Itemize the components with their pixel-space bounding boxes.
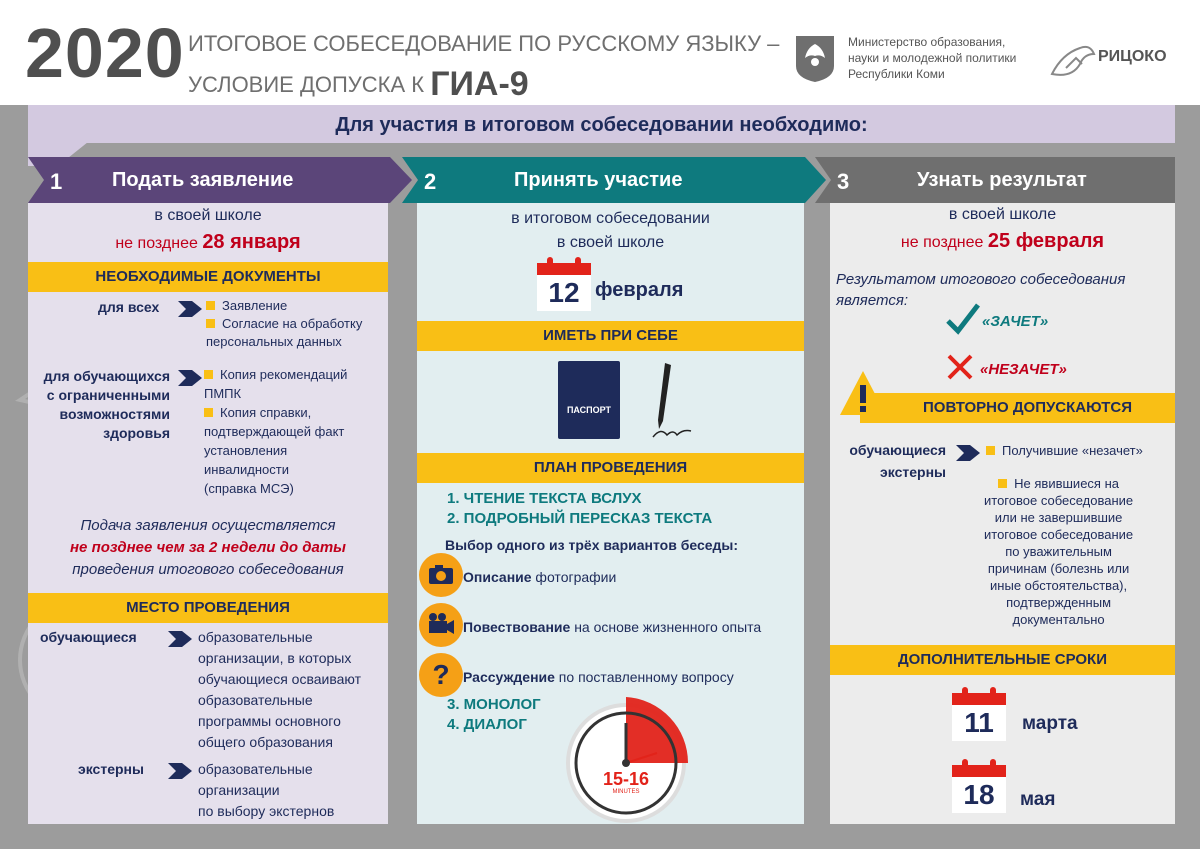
question-icon: ? [419, 653, 463, 697]
year: 2020 [25, 14, 185, 92]
title-line-2-prefix: УСЛОВИЕ ДОПУСКА К [188, 72, 425, 97]
chevron-right-icon [176, 301, 202, 317]
extra-date-2-month: мая [1020, 789, 1056, 810]
passport-icon [558, 361, 620, 439]
students-label: обучающиеся [40, 629, 137, 645]
step1-header [28, 157, 388, 203]
plan-list-a: 1. ЧТЕНИЕ ТЕКСТА ВСЛУХ 2. ПОДРОБНЫЙ ПЕРЕСКАЗ ТЕКСТА [447, 490, 713, 527]
for-all-label: для всех [98, 299, 160, 315]
calendar-icon [537, 257, 591, 311]
chevron-right-icon [176, 370, 202, 386]
step2-header [402, 157, 802, 203]
for-disabled-items: Копия рекомендаций ПМПК Копия справки, подтверждающей факт установления инвалидности (справка МСЭ) [204, 367, 348, 496]
retake-item-1: Получившие «незачет» [986, 443, 1143, 458]
result-text: Результатом итогового собеседования является: [836, 271, 1126, 309]
extra-date-1-month: марта [1022, 713, 1078, 734]
video-camera-icon [419, 603, 463, 647]
extra-date-1-number: 11 [964, 707, 994, 738]
chevron-right-icon [166, 631, 192, 647]
doc-item: Согласие на обработку [206, 315, 362, 333]
for-all-items [206, 297, 362, 351]
session-date-number: 12 [548, 277, 580, 308]
session-date-month: февраля [595, 279, 684, 301]
chevron-right-icon [166, 763, 192, 779]
banner [28, 105, 1175, 143]
step1-deadline: не позднее 28 января [115, 231, 301, 253]
step1-column [28, 203, 388, 824]
step3-column [830, 203, 1175, 824]
plan-list-b: 3. МОНОЛОГ 4. ДИАЛОГ [447, 696, 541, 733]
step3-where: в своей школе [948, 206, 1057, 223]
externs-place: образовательные организации по выбору экстернов [198, 761, 335, 819]
extra-date-2-number: 18 [963, 779, 995, 810]
chevron-right-icon [954, 445, 980, 461]
place-title: МЕСТО ПРОВЕДЕНИЯ [28, 593, 388, 623]
checkmark-icon [946, 303, 980, 335]
step1-where: в своей школе [154, 207, 262, 224]
ricoko-text: РИЦОКО [1098, 48, 1167, 65]
pen-icon [645, 359, 695, 443]
step1-title: Подать заявление [112, 169, 294, 191]
fail-result: «НЕЗАЧЕТ» [980, 361, 1067, 378]
extra-title: ДОПОЛНИТЕЛЬНЫЕ СРОКИ [830, 645, 1175, 675]
retake-who: обучающиеся экстерны [849, 442, 946, 480]
step2-number: 2 [424, 169, 437, 194]
students-place: образовательные организации, в которых обучающиеся осваивают образовательные программы основного общего образования [198, 629, 362, 750]
cross-icon [946, 353, 974, 381]
doc-item-cont: персональных данных [206, 334, 342, 349]
timer-icon [559, 689, 693, 823]
plan-title: ПЛАН ПРОВЕДЕНИЯ [417, 453, 804, 483]
retake-item-2: Не явившиеся на итоговое собеседование или не завершившие итоговое собеседование по уважительным причинам (болезнь или иные обстоятельства), подтвержденным документально [984, 476, 1134, 627]
timer-minutes: 15-16 [602, 769, 650, 789]
title-line-2 [188, 64, 529, 103]
docs-title: НЕОБХОДИМЫЕ ДОКУМЕНТЫ [28, 262, 388, 292]
title-line-1: ИТОГОВОЕ СОБЕСЕДОВАНИЕ ПО РУССКОМУ ЯЗЫКУ – [188, 31, 780, 56]
title-emphasis: ГИА-9 [430, 65, 529, 103]
option-reasoning: Рассуждение по поставленному вопросу [463, 669, 734, 685]
step2-where: в итоговом собеседовании в своей школе [511, 210, 710, 251]
ministry-emblem-icon [792, 32, 838, 84]
submission-note: Подача заявления осуществляется не позднее чем за 2 недели до даты проведения итогового собеседования [70, 517, 346, 578]
step2-title: Принять участие [514, 169, 683, 191]
step3-number: 3 [837, 169, 850, 194]
retake-title: ПОВТОРНО ДОПУСКАЮТСЯ [860, 393, 1175, 423]
banner-text: Для участия в итоговом собеседовании необходимо: [335, 114, 868, 136]
step1-number: 1 [50, 169, 63, 194]
header [0, 0, 1200, 105]
externs-label: экстерны [78, 761, 144, 777]
option-photo: Описание фотографии [463, 569, 617, 585]
calendar-icon [952, 687, 1006, 741]
bring-title: ИМЕТЬ ПРИ СЕБЕ [417, 321, 804, 351]
step2-column [417, 203, 804, 824]
calendar-icon [952, 759, 1006, 813]
option-story: Повествование на основе жизненного опыта [463, 619, 762, 635]
pass-result: «ЗАЧЕТ» [982, 313, 1049, 330]
ministry-name: Министерство образования, науки и молодежной политики Республики Коми [848, 35, 1017, 81]
doc-item: Заявление [206, 297, 362, 315]
step3-deadline: не позднее 25 февраля [900, 230, 1105, 252]
timer-minutes-sub: MINUTES [612, 789, 640, 795]
for-disabled-label: для обучающихся с ограниченными возможностями здоровья [43, 368, 170, 441]
choice-text: Выбор одного из трёх вариантов беседы: [445, 537, 739, 553]
warning-icon [838, 369, 888, 419]
passport-label: ПАСПОРТ [566, 405, 612, 415]
camera-icon [419, 553, 463, 597]
step3-title: Узнать результат [917, 169, 1087, 191]
step3-header [815, 157, 1175, 203]
